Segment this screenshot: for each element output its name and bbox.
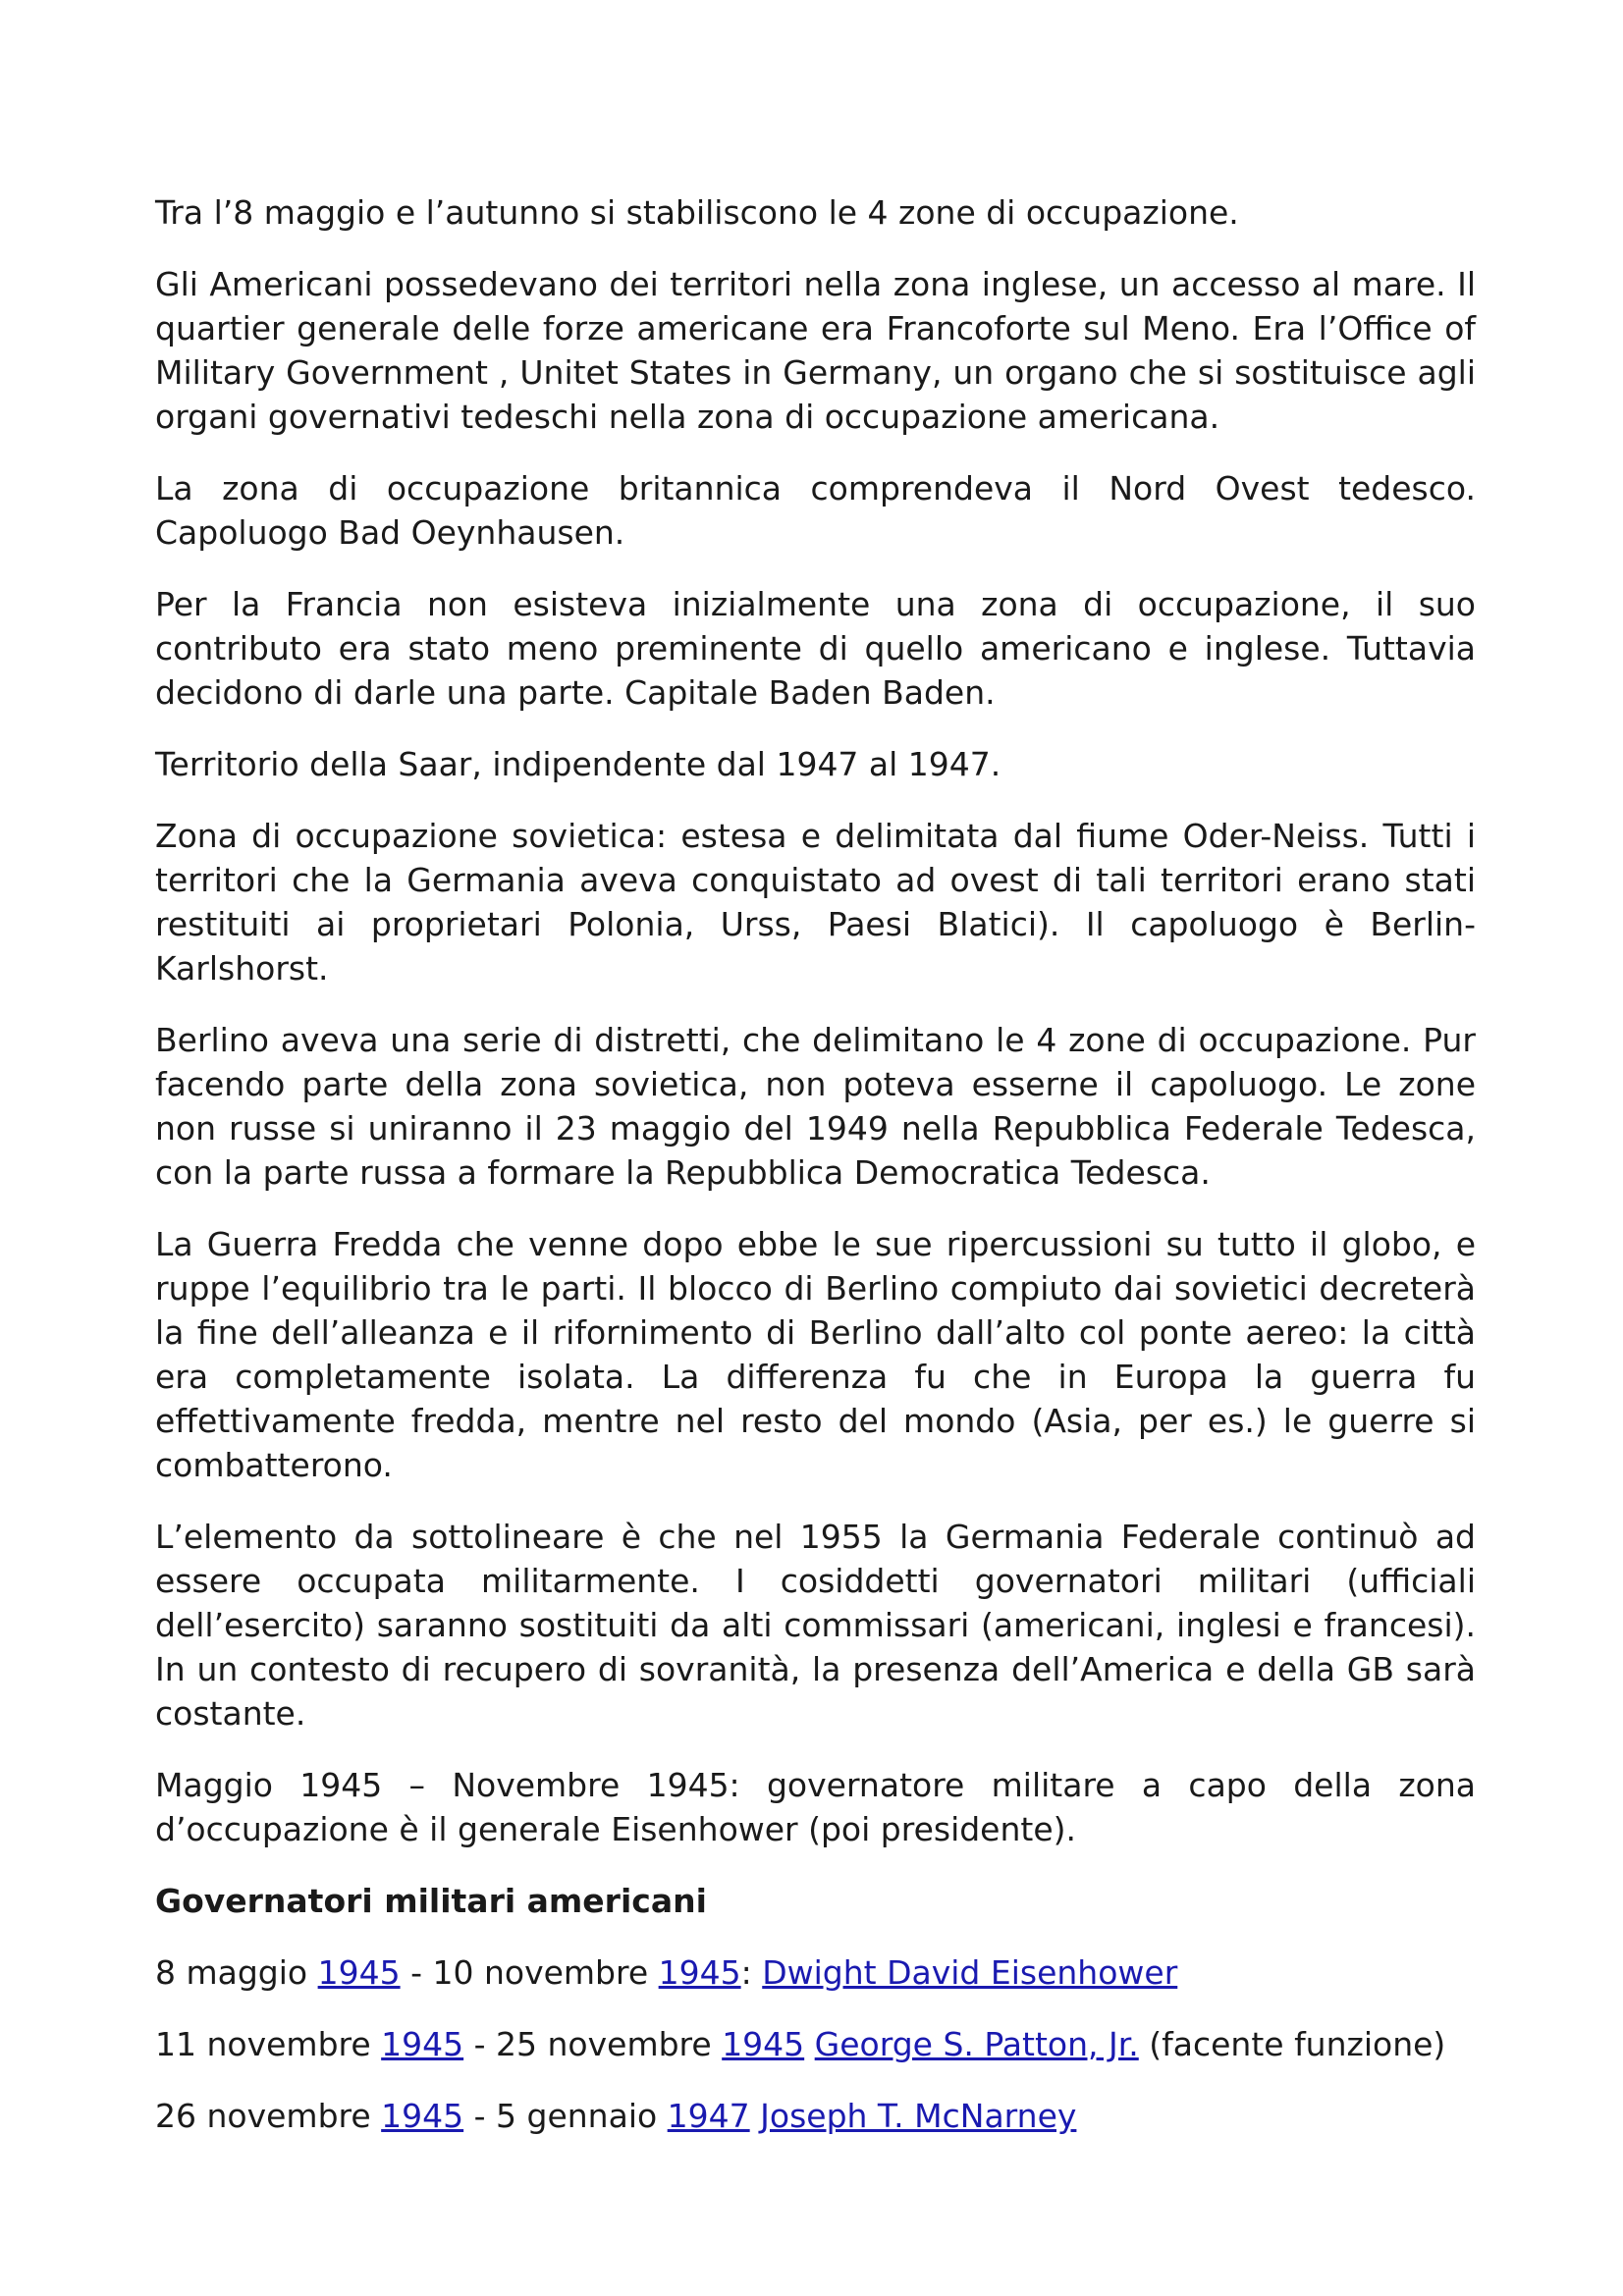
governor-row xyxy=(155,2022,1476,2066)
paragraph-eisenhower: Maggio 1945 – Novembre 1945: governatore militare a capo della zona d’occupazione è il generale Eisenhower (poi presidente). xyxy=(155,1766,1476,1848)
paragraph-saar: Territorio della Saar, indipendente dal 1947 al 1947. xyxy=(155,745,1001,783)
paragraph-berlin: Berlino aveva una serie di distretti, che delimitano le 4 zone di occupazione. Pur facendo parte della zona sovietica, non poteva esserne il capoluogo. Le zone non russe si uniranno il 23 maggio del 1949 nella Repubblica Federale Tedesca, con la parte russa a formare la Repubblica Democratica Tedesca. xyxy=(155,1021,1476,1192)
paragraph-american-zone: Gli Americani possedevano dei territori nella zona inglese, un accesso al mare. Il quartier generale delle forze americane era Francoforte sul Meno. Era l’Office of Military Government , Unitet States in Germany, un organo che si sostituisce agli organi governativi tedeschi nella zona di occupazione americana. xyxy=(155,265,1476,436)
start-date-text: 26 novembre xyxy=(155,2097,382,2135)
start-year-link[interactable]: 1945 xyxy=(381,2025,464,2063)
end-date-text: 5 gennaio xyxy=(496,2097,668,2135)
end-date-text: 10 novembre xyxy=(432,1953,659,1992)
date-dash: - xyxy=(463,2097,497,2135)
paragraph-french-zone: Per la Francia non esisteva inizialmente una zona di occupazione, il suo contributo era stato meno preminente di quello americano e inglese. Tuttavia decidono di darle una parte. Capitale Baden Baden. xyxy=(155,585,1476,712)
document-page xyxy=(155,190,1476,2165)
end-year-link[interactable]: 1945 xyxy=(722,2025,805,2063)
governor-note: (facente funzione) xyxy=(1138,2025,1446,2063)
governor-row xyxy=(155,1950,1476,1995)
start-year-link[interactable]: 1945 xyxy=(381,2097,464,2135)
section-heading: Governatori militari americani xyxy=(155,1882,707,1920)
name-separator xyxy=(804,2025,815,2063)
governor-row xyxy=(155,2094,1476,2138)
date-dash: - xyxy=(400,1953,433,1992)
governor-name-link[interactable]: Joseph T. McNarney xyxy=(760,2097,1077,2135)
governor-name-link[interactable]: Dwight David Eisenhower xyxy=(762,1953,1178,1992)
paragraph-soviet-zone: Zona di occupazione sovietica: estesa e delimitata dal fiume Oder-Neiss. Tutti i territori che la Germania aveva conquistato ad ovest di tali territori erano stati restituiti ai proprietari Polonia, Urss, Paesi Blatici). Il capoluogo è Berlin-Karlshorst. xyxy=(155,817,1476,988)
start-year-link[interactable]: 1945 xyxy=(317,1953,401,1992)
start-date-text: 11 novembre xyxy=(155,2025,382,2063)
end-date-text: 25 novembre xyxy=(496,2025,723,2063)
paragraph-zones-intro: Tra l’8 maggio e l’autunno si stabiliscono le 4 zone di occupazione. xyxy=(155,193,1239,232)
name-separator: : xyxy=(740,1953,763,1992)
end-year-link[interactable]: 1945 xyxy=(658,1953,741,1992)
paragraph-british-zone: La zona di occupazione britannica comprendeva il Nord Ovest tedesco. Capoluogo Bad Oeynhausen. xyxy=(155,469,1476,552)
start-date-text: 8 maggio xyxy=(155,1953,318,1992)
paragraph-cold-war: La Guerra Fredda che venne dopo ebbe le sue ripercussioni su tutto il globo, e ruppe l’equilibrio tra le parti. Il blocco di Berlino compiuto dai sovietici decreterà la fine dell’alleanza e il rifornimento di Berlino dall’alto col ponte aereo: la città era completamente isolata. La differenza fu che in Europa la guerra fu effettivamente fredda, mentre nel resto del mondo (Asia, per es.) le guerre si combatterono. xyxy=(155,1225,1476,1484)
end-year-link[interactable]: 1947 xyxy=(667,2097,750,2135)
name-separator xyxy=(750,2097,761,2135)
paragraph-occupation-1955: L’elemento da sottolineare è che nel 1955 la Germania Federale continuò ad essere occupata militarmente. I cosiddetti governatori militari (ufficiali dell’esercito) saranno sostituiti da alti commissari (americani, inglesi e francesi). In un contesto di recupero di sovranità, la presenza dell’America e della GB sarà costante. xyxy=(155,1518,1476,1733)
date-dash: - xyxy=(463,2025,497,2063)
governor-name-link[interactable]: George S. Patton, Jr. xyxy=(814,2025,1139,2063)
